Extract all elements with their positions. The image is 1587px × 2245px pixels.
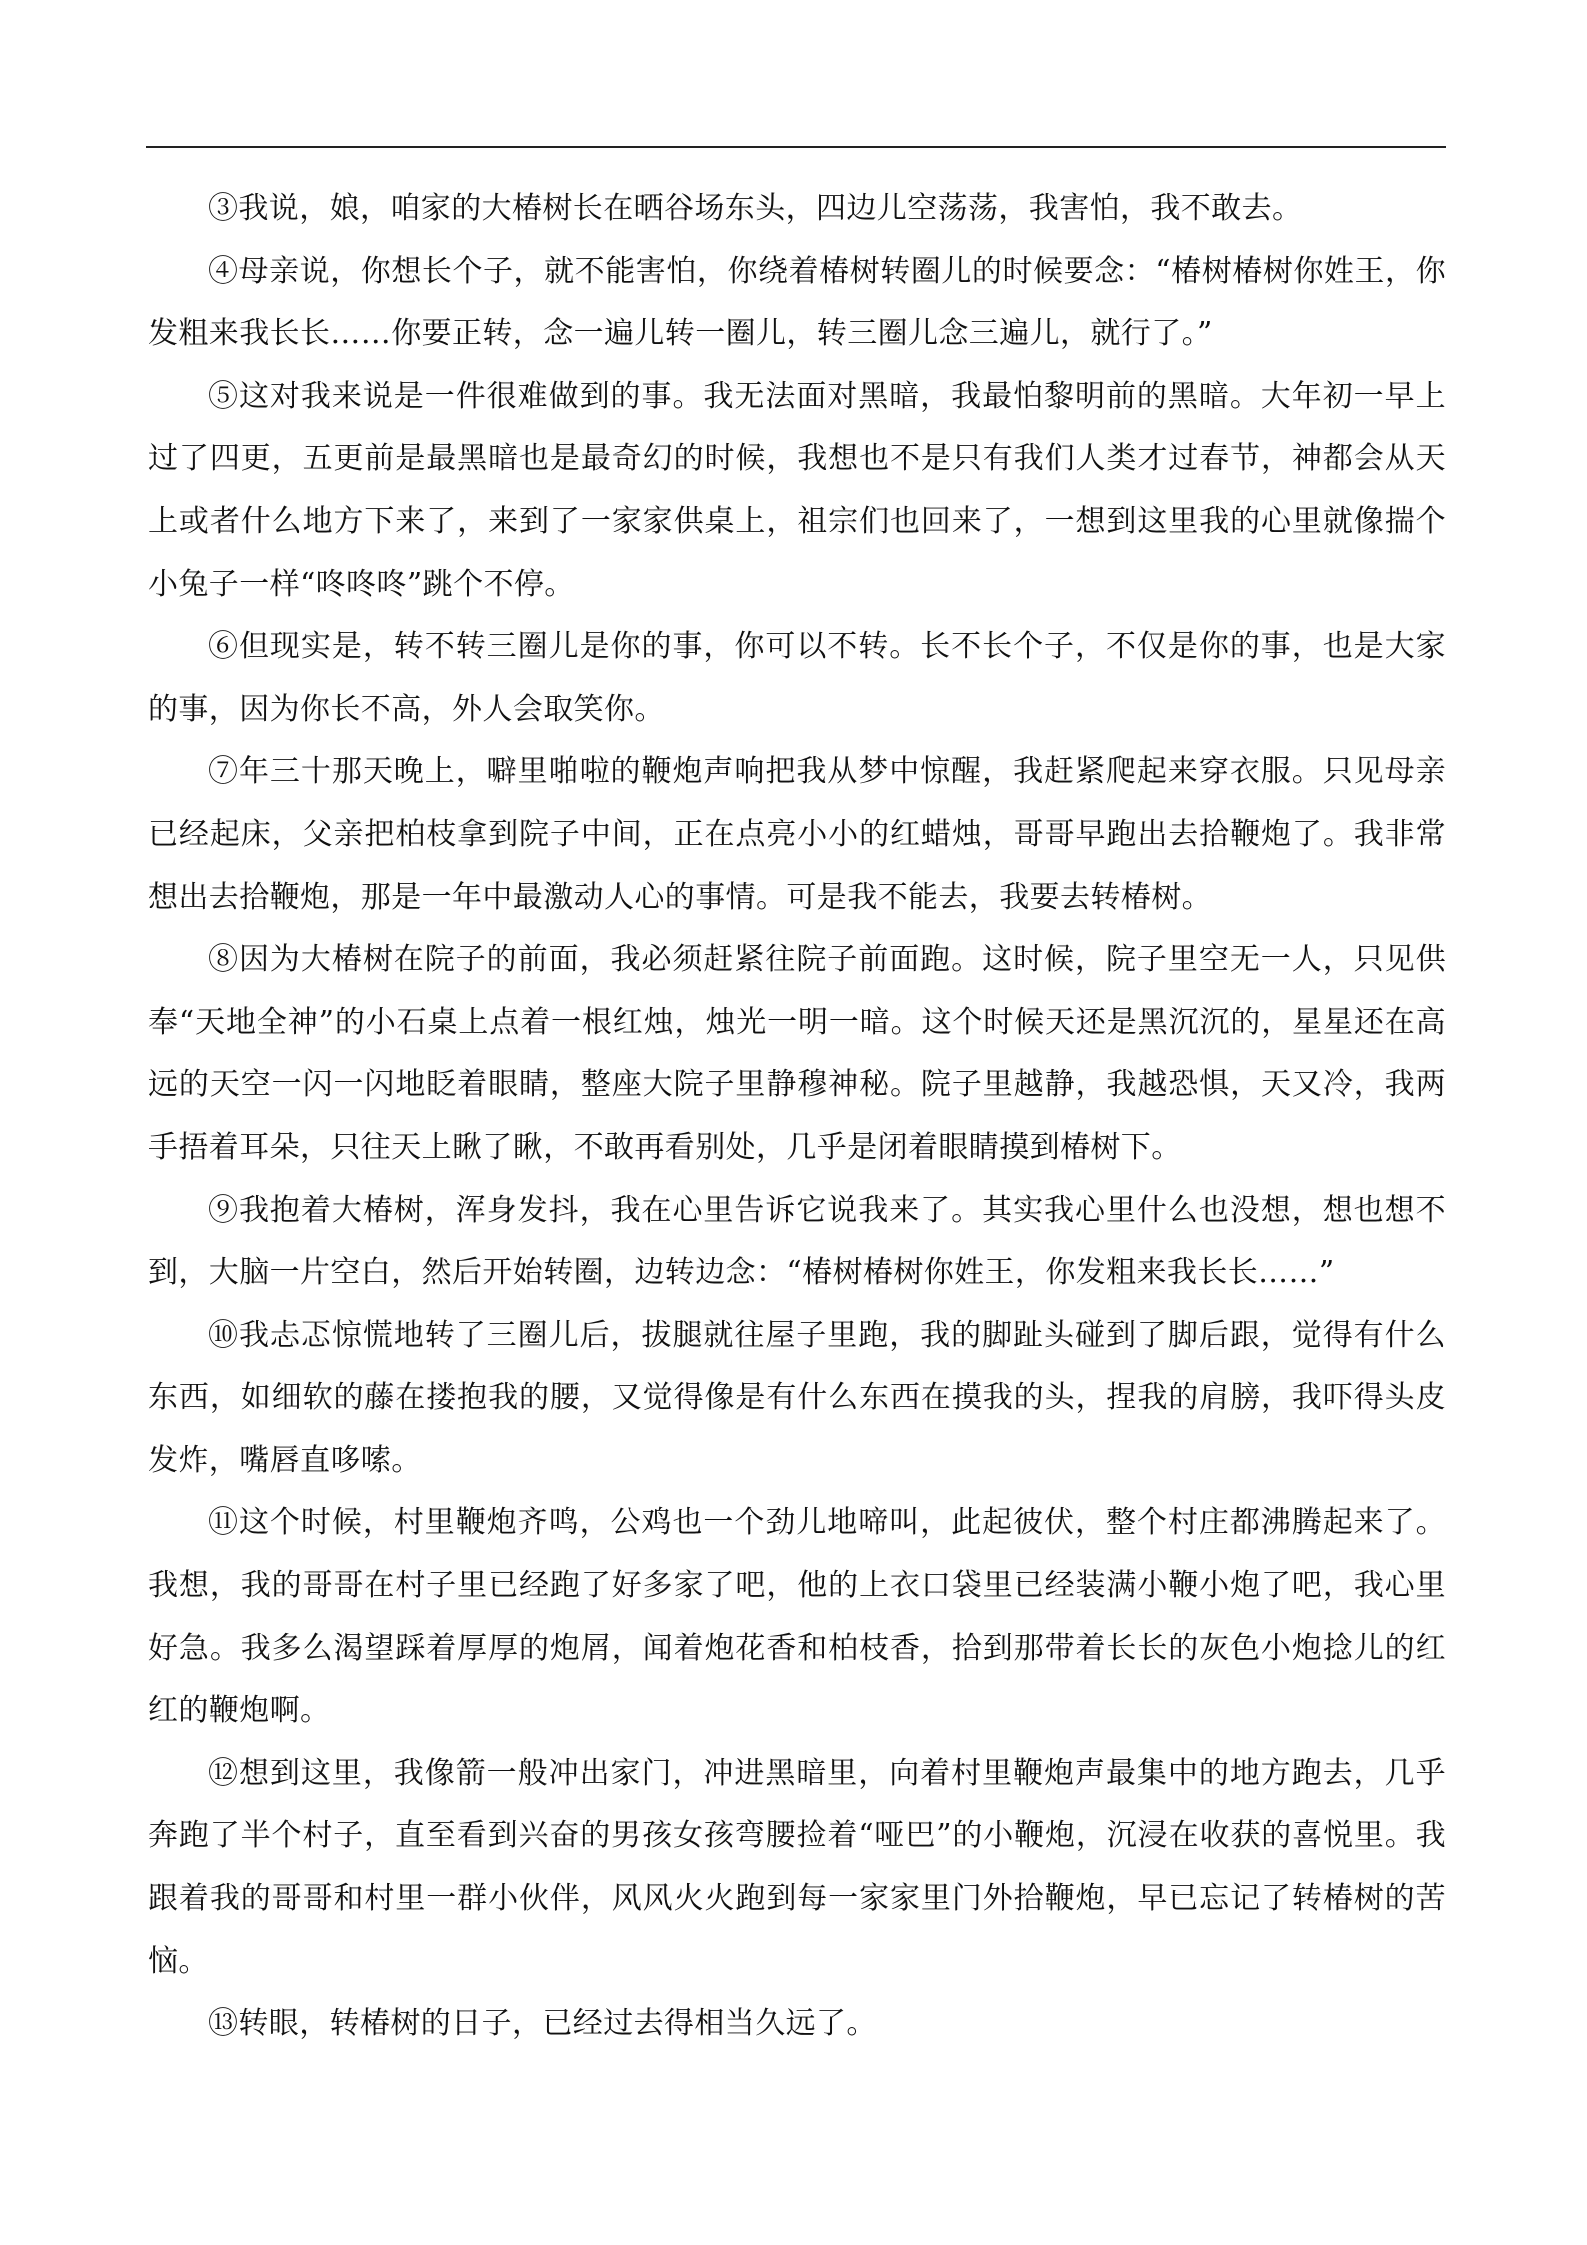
paragraph-13: ⑬转眼，转椿树的日子，已经过去得相当久远了。: [208, 2006, 877, 2042]
paragraph-9: ⑨我抱着大椿树，浑身发抖，我在心里告诉它说我来了。其实我心里什么也没想，想也想不到，大脑一片空白，然后开始转圈，边转边念：“椿树椿树你姓王，你发粗来我长长……”: [148, 1192, 1446, 1291]
paragraph-5: ⑤这对我来说是一件很难做到的事。我无法面对黑暗，我最怕黎明前的黑暗。大年初一早上过了四更，五更前是最黑暗也是最奇幻的时候，我想也不是只有我们人类才过春节，神都会从天上或者什么地方下来了，来到了一家家供桌上，祖宗们也回来了，一想到这里我的心里就像揣个小兔子一样“咚咚咚”跳个不停。: [148, 378, 1446, 602]
paragraph-12: ⑫想到这里，我像箭一般冲出家门，冲进黑暗里，向着村里鞭炮声最集中的地方跑去，几乎奔跑了半个村子，直至看到兴奋的男孩女孩弯腰捡着“哑巴”的小鞭炮，沉浸在收获的喜悦里。我跟着我的哥哥和村里一群小伙伴，风风火火跑到每一家家里门外拾鞭炮，早已忘记了转椿树的苦恼。: [148, 1755, 1446, 1979]
paragraph-10: ⑩我忐忑惊慌地转了三圈儿后，拔腿就往屋子里跑，我的脚趾头碰到了脚后跟，觉得有什么东西，如细软的藤在搂抱我的腰，又觉得像是有什么东西在摸我的头，捏我的肩膀，我吓得头皮发炸，嘴唇直哆嗦。: [148, 1317, 1446, 1478]
paragraph-8: ⑧因为大椿树在院子的前面，我必须赶紧往院子前面跑。这时候，院子里空无一人，只见供奉“天地全神”的小石桌上点着一根红烛，烛光一明一暗。这个时候天还是黑沉沉的，星星还在高远的天空一闪一闪地眨着眼睛，整座大院子里静穆神秘。院子里越静，我越恐惧，天又冷，我两手捂着耳朵，只往天上瞅了瞅，不敢再看别处，几乎是闭着眼睛摸到椿树下。: [148, 942, 1446, 1165]
paragraph-11: ⑪这个时候，村里鞭炮齐鸣，公鸡也一个劲儿地啼叫，此起彼伏，整个村庄都沸腾起来了。我想，我的哥哥在村子里已经跑了好多家了吧，他的上衣口袋里已经装满小鞭小炮了吧，我心里好急。我多么渴望踩着厚厚的炮屑，闻着炮花香和柏枝香，拾到那带着长长的灰色小炮捻儿的红红的鞭炮啊。: [148, 1505, 1446, 1729]
paragraph-3: ③我说，娘，咱家的大椿树长在晒谷场东头，四边儿空荡荡，我害怕，我不敢去。: [208, 191, 1303, 226]
document-body: [148, 178, 1446, 2056]
paragraph-4: ④母亲说，你想长个子，就不能害怕，你绕着椿树转圈儿的时候要念：“椿树椿树你姓王，你发粗来我长长……你要正转，念一遍儿转一圈儿，转三圈儿念三遍儿，就行了。”: [148, 253, 1446, 352]
paragraph-6: ⑥但现实是，转不转三圈儿是你的事，你可以不转。长不长个子，不仅是你的事，也是大家的事，因为你长不高，外人会取笑你。: [148, 629, 1446, 727]
paragraph-7: ⑦年三十那天晚上，噼里啪啦的鞭炮声响把我从梦中惊醒，我赶紧爬起来穿衣服。只见母亲已经起床，父亲把柏枝拿到院子中间，正在点亮小小的红蜡烛，哥哥早跑出去拾鞭炮了。我非常想出去拾鞭炮，那是一年中最激动人心的事情。可是我不能去，我要去转椿树。: [148, 754, 1446, 915]
header-rule: [146, 146, 1446, 148]
